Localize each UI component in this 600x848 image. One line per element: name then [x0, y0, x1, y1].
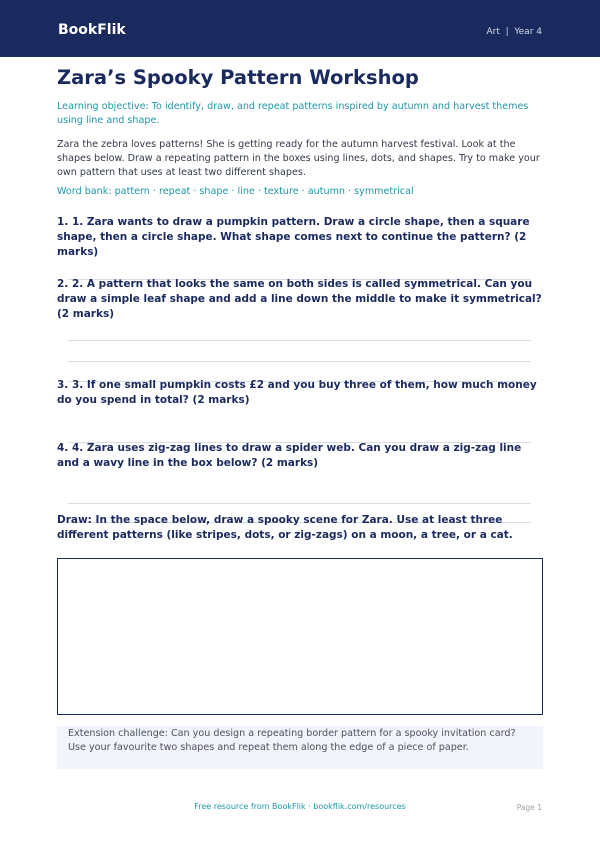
page-header	[0, 0, 600, 57]
learning-objective: Learning objective: To identify, draw, and repeat patterns inspired by autumn and harvest themes using line and shape.	[57, 101, 529, 126]
question-2: 2. 2. A pattern that looks the same on both sides is called symmetrical. Can you draw a simple leaf shape and add a line down the middle to make it symmetrical? (2 marks)	[57, 278, 542, 320]
brand-logo: BookFlik	[58, 22, 126, 38]
answer-line[interactable]	[68, 503, 531, 504]
intro-text: Zara the zebra loves patterns! She is getting ready for the autumn harvest festival. Look at the shapes below. Draw a repeating pattern in the boxes using lines, dots, and shapes. Try to make your own pattern that uses at least two different shapes.	[57, 139, 540, 178]
question-4: 4. 4. Zara uses zig-zag lines to draw a spider web. Can you draw a zig-zag line and a wavy line in the box below? (2 marks)	[57, 442, 522, 469]
footer-resource-link[interactable]: Free resource from BookFlik · bookflik.com/resources	[194, 802, 406, 811]
answer-line[interactable]	[68, 361, 531, 362]
word-bank: Word bank: pattern · repeat · shape · line · texture · autumn · symmetrical	[57, 186, 414, 197]
question-1: 1. 1. Zara wants to draw a pumpkin pattern. Draw a circle shape, then a square shape, then a circle shape. What shape comes next to continue the pattern? (2 marks)	[57, 216, 530, 258]
page-number: Page 1	[516, 803, 542, 812]
drawing-box[interactable]	[57, 558, 543, 715]
worksheet-title: Zara’s Spooky Pattern Workshop	[57, 66, 419, 89]
question-3: 3. 3. If one small pumpkin costs £2 and you buy three of them, how much money do you spend in total? (2 marks)	[57, 379, 537, 406]
subject-year: Art | Year 4	[486, 27, 542, 37]
answer-line[interactable]	[68, 340, 531, 341]
extension-challenge: Extension challenge: Can you design a repeating border pattern for a spooky invitation card? Use your favourite two shapes and repeat them along the edge of a piece of paper.	[57, 726, 543, 769]
draw-prompt: Draw: In the space below, draw a spooky scene for Zara. Use at least three different patterns (like stripes, dots, or zig-zags) on a moon, a tree, or a cat.	[57, 514, 513, 541]
